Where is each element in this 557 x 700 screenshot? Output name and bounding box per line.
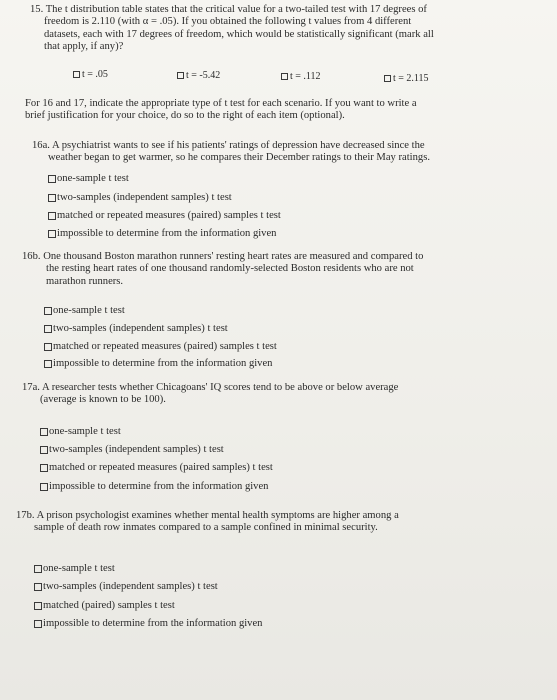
q17b-option-two-samples[interactable]: two-samples (independent samples) t test (34, 580, 218, 593)
question-16b-line-1: 16b. One thousand Boston marathon runners' resting heart rates are measured and compared to (22, 251, 424, 262)
question-16b (22, 251, 547, 288)
q16a-option-impossible[interactable]: impossible to determine from the information given (48, 227, 276, 240)
checkbox-icon[interactable] (48, 194, 56, 202)
question-17b-line-2: sample of death row inmates compared to a sample confined in minimal security. (34, 522, 378, 534)
q17a-option-matched[interactable]: matched or repeated measures (paired samples) t test (40, 461, 273, 474)
q17a-option-impossible[interactable]: impossible to determine from the information given (40, 480, 268, 493)
checkbox-icon[interactable] (40, 446, 48, 454)
checkbox-icon[interactable] (44, 325, 52, 333)
question-17b-line-1: 17b. A prison psychologist examines whether mental health symptoms are higher among a (16, 510, 399, 521)
checkbox-icon[interactable] (177, 72, 184, 79)
checkbox-icon[interactable] (44, 360, 52, 368)
q17a-option-one-sample[interactable]: one-sample t test (40, 425, 121, 438)
question-15-line-3: datasets, each with 17 degrees of freedom, which would be statistically significant (mark all (44, 28, 434, 40)
question-15-line-1: 15. The t distribution table states that the critical value for a two-tailed test with 17 degrees of (30, 4, 427, 15)
q16a-option-one-sample[interactable]: one-sample t test (48, 172, 129, 185)
checkbox-icon[interactable] (73, 71, 80, 78)
instructions (25, 98, 545, 123)
t-value-option-1[interactable]: t = .05 (73, 69, 108, 80)
question-16b-line-2: the resting heart rates of one thousand randomly-selected Boston residents who are not (46, 263, 414, 275)
q17b-option-one-sample[interactable]: one-sample t test (34, 562, 115, 575)
checkbox-icon[interactable] (34, 583, 42, 591)
t-value-option-4[interactable]: t = 2.115 (384, 73, 429, 84)
q16b-option-one-sample[interactable]: one-sample t test (44, 304, 125, 317)
checkbox-icon[interactable] (40, 428, 48, 436)
q17b-option-matched[interactable]: matched (paired) samples t test (34, 599, 175, 612)
instructions-line-1: For 16 and 17, indicate the appropriate type of t test for each scenario. If you want to write a (25, 98, 417, 109)
q17b-option-impossible[interactable]: impossible to determine from the information given (34, 617, 262, 630)
checkbox-icon[interactable] (40, 464, 48, 472)
checkbox-icon[interactable] (34, 620, 42, 628)
q16b-option-two-samples[interactable]: two-samples (independent samples) t test (44, 322, 228, 335)
question-15-line-4: that apply, if any)? (44, 41, 124, 53)
question-16a-line-1: 16a. A psychiatrist wants to see if his patients' ratings of depression have decreased since the (32, 140, 425, 151)
checkbox-icon[interactable] (48, 175, 56, 183)
question-15 (30, 4, 550, 54)
question-17a-line-1: 17a. A researcher tests whether Chicagoans' IQ scores tend to be above or below average (22, 382, 399, 393)
q16b-option-impossible[interactable]: impossible to determine from the information given (44, 357, 272, 370)
question-16a (32, 140, 547, 165)
checkbox-icon[interactable] (34, 565, 42, 573)
checkbox-icon[interactable] (48, 212, 56, 220)
question-17b (16, 510, 546, 535)
question-16b-line-3: marathon runners. (46, 275, 124, 287)
instructions-line-2: brief justification for your choice, do so to the right of each item (optional). (25, 110, 345, 122)
checkbox-icon[interactable] (281, 73, 288, 80)
checkbox-icon[interactable] (48, 230, 56, 238)
checkbox-icon[interactable] (44, 307, 52, 315)
checkbox-icon[interactable] (44, 343, 52, 351)
q16a-option-two-samples[interactable]: two-samples (independent samples) t test (48, 191, 232, 204)
t-value-option-3[interactable]: t = .112 (281, 71, 321, 82)
q16a-option-matched[interactable]: matched or repeated measures (paired) samples t test (48, 209, 281, 222)
checkbox-icon[interactable] (40, 483, 48, 491)
q17a-option-two-samples[interactable]: two-samples (independent samples) t test (40, 443, 224, 456)
question-17a-line-2: (average is known to be 100). (40, 394, 166, 406)
question-17a (22, 382, 547, 407)
t-value-option-2[interactable]: t = -5.42 (177, 70, 220, 81)
question-16a-line-2: weather began to get warmer, so he compares their December ratings to their May ratings. (48, 152, 430, 164)
question-15-line-2: freedom is 2.110 (with α = .05). If you obtained the following t values from 4 different (44, 16, 412, 28)
checkbox-icon[interactable] (384, 75, 391, 82)
checkbox-icon[interactable] (34, 602, 42, 610)
q16b-option-matched[interactable]: matched or repeated measures (paired) samples t test (44, 340, 277, 353)
